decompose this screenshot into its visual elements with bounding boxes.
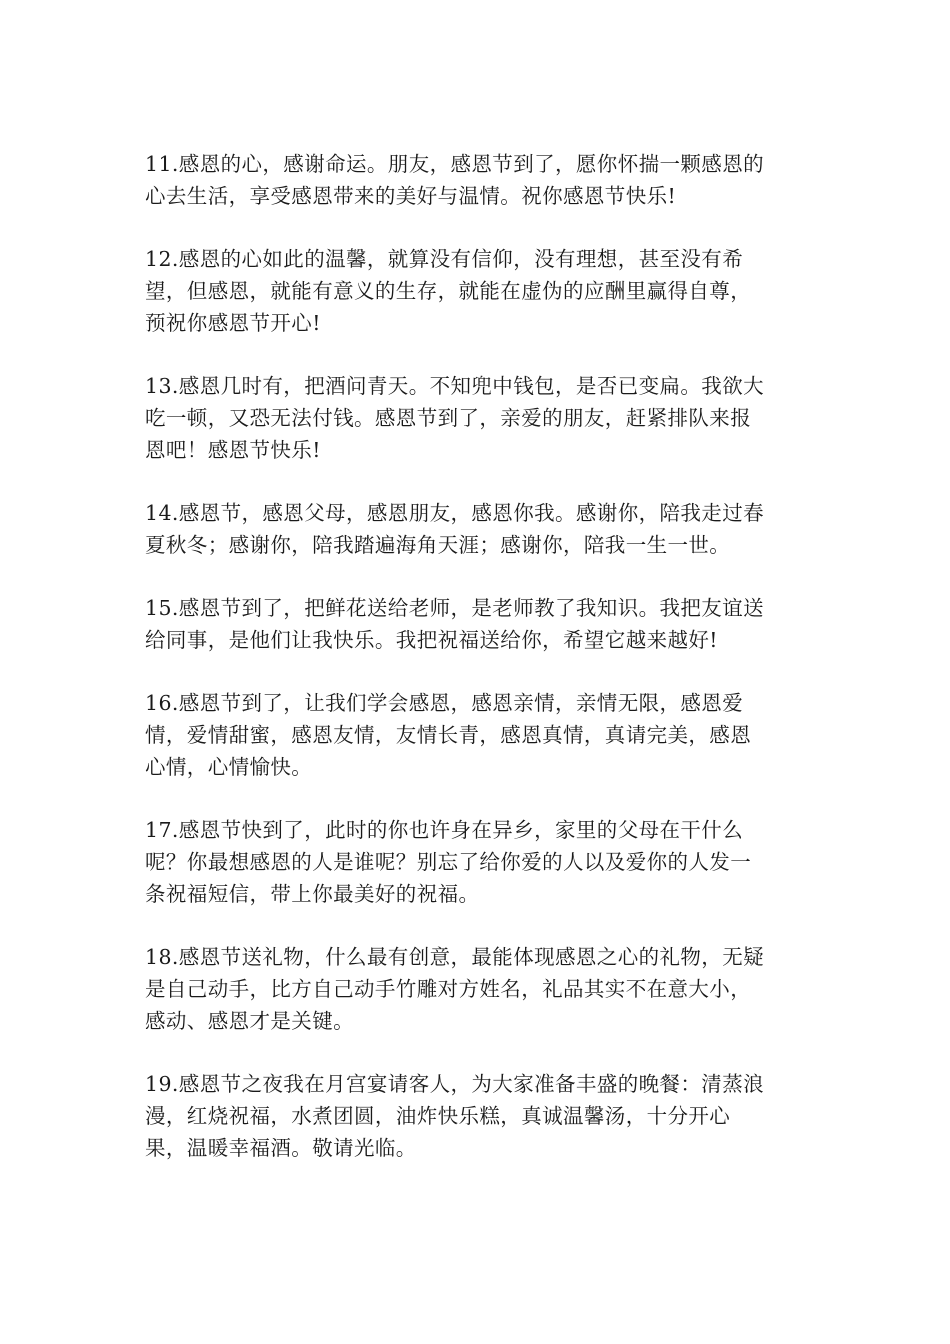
text-line: 情，爱情甜蜜，感恩友情，友情长青，感恩真情，真请完美，感恩 — [145, 723, 752, 747]
text-line: 吃一顿，又恐无法付钱。感恩节到了，亲爱的朋友，赶紧排队来报 — [145, 406, 752, 430]
text-line: 呢？你最想感恩的人是谁呢？别忘了给你爱的人以及爱你的人发一 — [145, 850, 752, 874]
text-line: 恩吧！感恩节快乐! — [145, 438, 321, 462]
text-line: 11.感恩的心，感谢命运。朋友，感恩节到了，愿你怀揣一颗感恩的 — [145, 152, 764, 176]
text-line: 望，但感恩，就能有意义的生存，就能在虚伪的应酬里赢得自尊， — [145, 279, 752, 303]
text-line: 夏秋冬；感谢你，陪我踏遍海角天涯；感谢你，陪我一生一世。 — [145, 533, 731, 557]
text-line: 是自己动手，比方自己动手竹雕对方姓名，礼品其实不在意大小， — [145, 977, 752, 1001]
document-body — [145, 148, 810, 1195]
text-line: 16.感恩节到了，让我们学会感恩，感恩亲情，亲情无限，感恩爱 — [145, 691, 744, 715]
paragraph-19 — [145, 1068, 810, 1164]
text-line: 心去生活，享受感恩带来的美好与温情。祝你感恩节快乐! — [145, 184, 677, 208]
paragraph-15 — [145, 592, 810, 656]
text-line: 给同事，是他们让我快乐。我把祝福送给你，希望它越来越好! — [145, 628, 718, 652]
paragraph-11 — [145, 148, 810, 212]
text-line: 条祝福短信，带上你最美好的祝福。 — [145, 882, 480, 906]
paragraph-18 — [145, 941, 810, 1037]
text-line: 感动、感恩才是关键。 — [145, 1009, 354, 1033]
text-line: 14.感恩节，感恩父母，感恩朋友，感恩你我。感谢你，陪我走过春 — [145, 501, 764, 525]
text-line: 预祝你感恩节开心! — [145, 311, 321, 335]
text-line: 19.感恩节之夜我在月宫宴请客人，为大家准备丰盛的晚餐：清蒸浪 — [145, 1072, 764, 1096]
text-line: 漫，红烧祝福，水煮团圆，油炸快乐糕，真诚温馨汤，十分开心 — [145, 1104, 731, 1128]
text-line: 果，温暖幸福酒。敬请光临。 — [145, 1136, 417, 1160]
paragraph-13 — [145, 370, 810, 466]
text-line: 15.感恩节到了，把鲜花送给老师，是老师教了我知识。我把友谊送 — [145, 596, 764, 620]
text-line: 心情，心情愉快。 — [145, 755, 313, 779]
text-line: 18.感恩节送礼物，什么最有创意，最能体现感恩之心的礼物，无疑 — [145, 945, 764, 969]
paragraph-16 — [145, 687, 810, 783]
paragraph-17 — [145, 814, 810, 910]
text-line: 13.感恩几时有，把酒问青天。不知兜中钱包，是否已变扁。我欲大 — [145, 374, 764, 398]
paragraph-14 — [145, 497, 810, 561]
text-line: 12.感恩的心如此的温馨，就算没有信仰，没有理想，甚至没有希 — [145, 247, 744, 271]
paragraph-12 — [145, 243, 810, 339]
text-line: 17.感恩节快到了，此时的你也许身在异乡，家里的父母在干什么 — [145, 818, 744, 842]
